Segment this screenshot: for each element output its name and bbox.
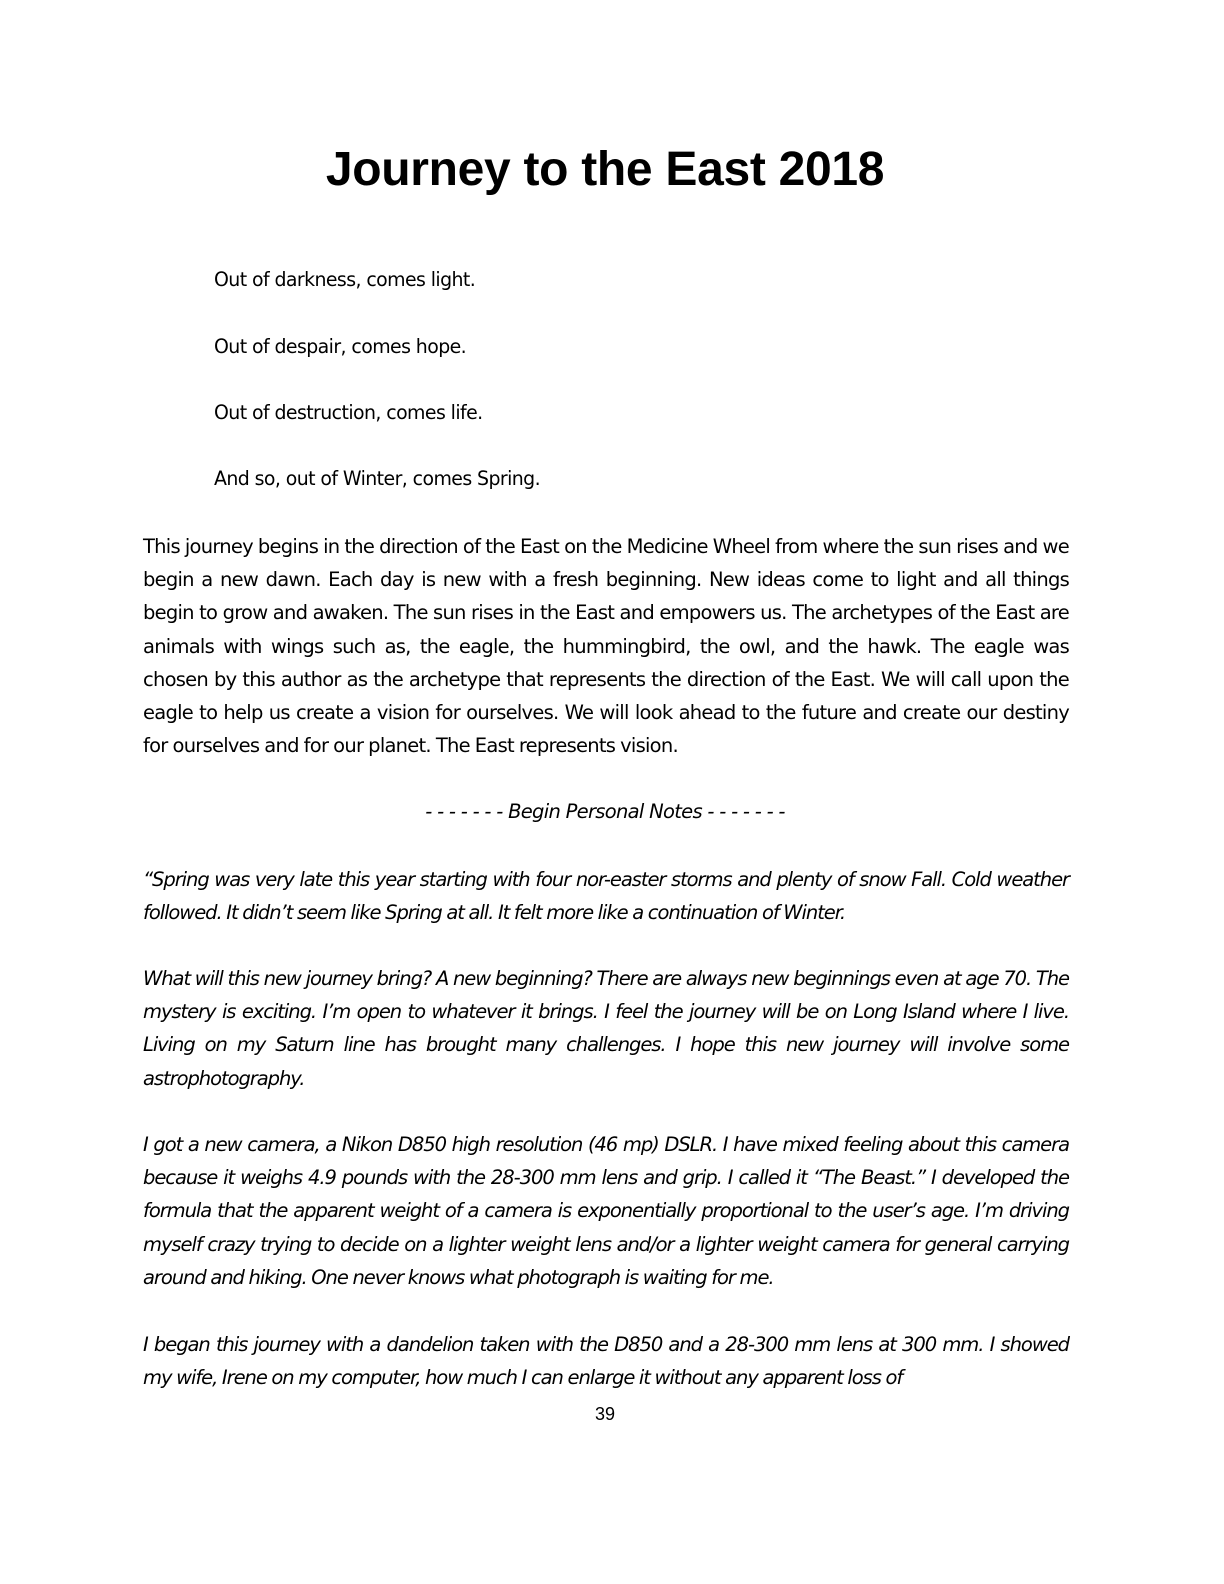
page-title: Journey to the East 2018 bbox=[325, 143, 885, 196]
verse-line: Out of destruction, comes life. bbox=[214, 401, 483, 424]
verse-line: Out of despair, comes hope. bbox=[214, 335, 467, 358]
personal-notes-divider: - - - - - - - Begin Personal Notes - - - - - - - bbox=[425, 800, 785, 823]
page-number: 39 bbox=[594, 1404, 616, 1424]
intro-paragraph: This journey begins in the direction of the East on the Medicine Wheel from where the sun rises and we begin a new dawn. Each day is new with a fresh beginning. New ideas come to light and all things begin to grow and awaken. The sun rises in the East and empowers us. The archetypes of the East are animals with wings such as, the eagle, the hummingbird, the owl, and the hawk. The eagle was chosen by this author as the archetype that represents the direction of the East. We will call upon the eagle to help us create a vision for ourselves. We will look ahead to the future and create our destiny for ourselves and for our planet. The East represents vision. bbox=[143, 535, 1069, 758]
personal-note-paragraph: What will this new journey bring? A new beginning? There are always new beginnings even at age 70. The mystery is exciting. I’m open to whatever it brings. I feel the journey will be on Long Island where I live. Living on my Saturn line has brought many challenges. I hope this new journey will involve some astrophotography. bbox=[143, 967, 1069, 1090]
verse-line: And so, out of Winter, comes Spring. bbox=[214, 467, 541, 490]
personal-note-paragraph: I began this journey with a dandelion taken with the D850 and a 28-300 mm lens at 300 mm. I showed my wife, Irene on my computer, how much I can enlarge it without any apparent loss of bbox=[143, 1333, 1069, 1390]
personal-note-paragraph: “Spring was very late this year starting with four nor-easter storms and plenty of snow Fall. Cold weather followed. It didn’t seem like Spring at all. It felt more like a continuation of Winter. bbox=[143, 868, 1069, 925]
personal-note-paragraph: I got a new camera, a Nikon D850 high resolution (46 mp) DSLR. I have mixed feeling about this camera because it weighs 4.9 pounds with the 28-300 mm lens and grip. I called it “The Beast.” I developed the formula that the apparent weight of a camera is exponentially proportional to the user’s age. I’m driving myself crazy trying to decide on a lighter weight lens and/or a lighter weight camera for general carrying around and hiking. One never knows what photograph is waiting for me. bbox=[143, 1133, 1069, 1289]
verse-line: Out of darkness, comes light. bbox=[214, 268, 476, 291]
